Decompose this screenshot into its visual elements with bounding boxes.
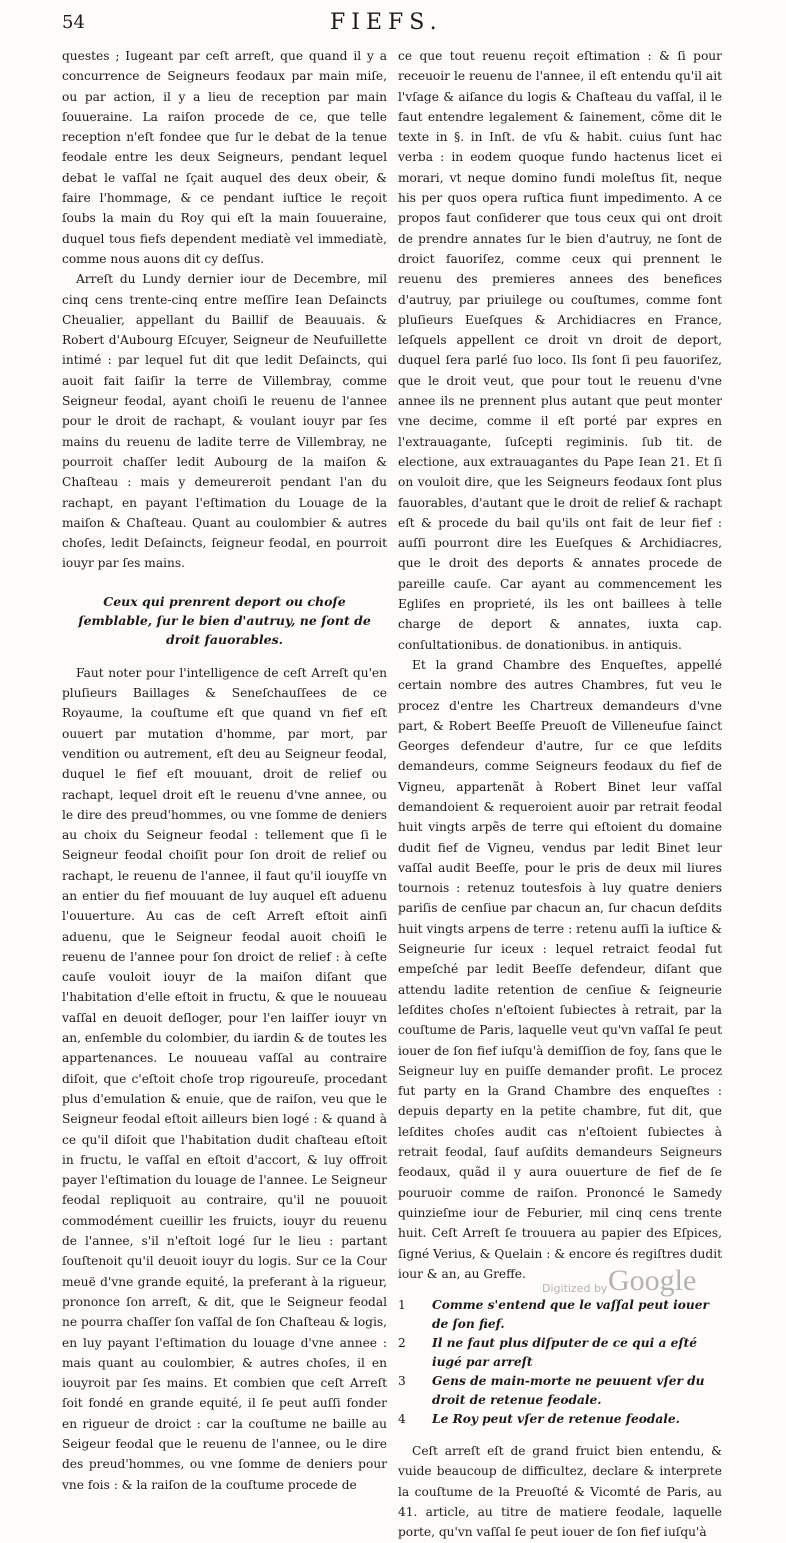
point-number: 4 <box>398 1412 406 1427</box>
google-logo: Google <box>608 1264 697 1297</box>
numbered-points <box>398 1296 722 1429</box>
digitized-by-watermark <box>542 1264 722 1304</box>
list-item <box>398 1410 722 1429</box>
paragraph: Et la grand Chambre des Enqueſtes, appellé certain nombre des autres Chambres, fut veu le procez d'entre les Chartreux demandeurs d'vne part, & Robert Beeſſe Preuoſt de Villeneufue ſainct Georges defendeur d'autre, ſur ce que leſdits demandeurs, comme Seigneurs feodaux du fief de Vigneu, appartenãt à Robert Binet leur vaſſal demandoient & requeroient auoir par retrait feodal huit vingts arpẽs de terre qui eſtoient du domaine dudit fief de Vigneu, vendus par ledit Binet leur vaſſal audit Beeſſe, pour le pris de deux mil liures tournois : retenuz toutesfois à luy quatre deniers pariſis de cenſiue par chacun an, ſur chacun deſdits huit vingts arpens de terre : retenu auſſi la iuſtice & Seigneurie ſur iceux : lequel retraict feodal fut empeſché par ledit Beeſſe defendeur, diſant que attendu ladite retention de cenſiue & ſeigneurie leſdites choſes n'eſtoient ſubiectes à retrait, par la couſtume de Paris, laquelle veut qu'vn vaſſal ſe peut iouer de ſon fief iuſqu'à demiſſion de foy, ſans que le Seigneur luy en puiſſe demander profit. Le procez fut party en la Grand Chambre des enqueſtes : depuis departy en la petite chambre, fut dit, que leſdites choſes audit cas n'eſtoient ſubiectes à retrait feodal, ſauf auſdits demandeurs Seigneurs feodaux, quãd il y aura ouuerture de fief de ſe pouruoir comme de raiſon. Prononcé le Samedy quinzieſme iour de Feburier, mil cinq cens trente huit. Ceſt Arreſt ſe trouuera au papier des Eſpices, ſigné Verius, & Quelain : & encore és regiſtres dudit iour & an, au Greffe. <box>398 657 722 1281</box>
point-number: 1 <box>398 1298 406 1313</box>
list-item <box>398 1334 722 1372</box>
paragraph: questes ; Iugeant par ceſt arreſt, que quand il y a concurrence de Seigneurs feodaux par main miſe, ou par action, il y a lieu de reception par main ſouueraine. La raiſon procede de ce, que telle reception n'eſt fondee que ſur le debat de la tenue feodale entre les deux Seigneurs, pendant lequel debat le vaſſal ne ſçait auquel des deux obeir, & faire l'hommage, & ce pendant iuſtice le reçoit ſoubs la main du Roy qui eſt la main ſouueraine, duquel tous fiefs dependent mediatè vel immediatè, comme nous auons dit cy deſſus. <box>62 49 387 266</box>
left-column <box>62 46 387 1495</box>
point-number: 2 <box>398 1336 406 1351</box>
point-text: Gens de main-morte ne peuuent vſer du droit de retenue feodale. <box>432 1374 705 1408</box>
running-head: FIEFS. <box>330 10 443 35</box>
paragraph: ce que tout reuenu reçoit eſtimation : & ſi pour receuoir le reuenu de l'annee, il eſt entendu qu'il ait l'vſage & aiſance du logis & Chaſteau du vaſſal, il le faut entendre legalement & ſainement, cõme dit le texte in §. in Inſt. de vſu & habit. cuius ſunt hac verba : in eodem quoque fundo hactenus licet ei morari, vt neque domino fundi moleſtus ſit, neque his per quos opera ruſtica fiunt impedimento. A ce propos faut conſiderer que tous ceux qui ont droit de prendre annates ſur le bien d'autruy, ne ſont de droict fauoriſez, comme ceux qui prennent le reuenu des premieres annees des benefices d'autruy, par priuilege ou couſtumes, comme font pluſieurs Eueſques & Archidiacres en France, leſquels appellent ce droit vn droit de deport, duquel ſera parlé ſuo loco. Ils ſont ſi peu fauoriſez, que le droit veut, que pour tout le reuenu d'vne annee ils ne prennent plus autant que peut monter vne decime, comme il eſt porté par expres en l'extrauagante, ſuſcepti regiminis. ſub tit. de electione, aux extrauagantes du Pape Iean 21. Et ſi on vouloit dire, que les Seigneurs feodaux ſont plus fauorables, d'autant que le droit de relief & rachapt eſt & procede du bail qu'ils ont fait de leur fief : auſſi pourront dire les Eueſques & Archidiacres, que le droit des deports & annates procede de pareille cauſe. Car ayant au commencement les Egliſes en proprieté, ils les ont baillees à telle charge de deport & annates, iuxta cap. conſultationibus. de donationibus. in antiquis. <box>398 49 722 652</box>
page-number: 54 <box>62 12 85 33</box>
point-number: 3 <box>398 1374 406 1389</box>
point-text: Il ne faut plus diſputer de ce qui a eſté iugé par arreſt <box>432 1336 697 1370</box>
paragraph: Arreſt du Lundy dernier iour de Decembre, mil cinq cens trente-cinq entre meſſire Iean Deſaincts Cheualier, appellant du Baillif de Beauuais. & Robert d'Aubourg Eſcuyer, Seigneur de Neufuillette intimé : par lequel fut dit que ledit Deſaincts, qui auoit fait ſaiſir la terre de Villembray, comme Seigneur feodal, ayant choiſi le reuenu de l'annee pour le droit de rachapt, & voulant iouyr par ſes mains du reuenu de ladite terre de Villembray, ne pourroit chaſſer ledit Aubourg de la maiſon & Chaſteau : mais y demeureroit pendant l'an du rachapt, en payant l'eſtimation du Louage de la maiſon & Chaſteau. Quant au coulombier & autres choſes, ledit Deſaincts, ſeigneur feodal, en pourroit iouyr par ſes mains. <box>62 272 387 571</box>
point-text: Comme s'entend que le vaſſal peut iouer de ſon fief. <box>432 1298 709 1332</box>
right-column <box>398 46 722 1543</box>
paragraph: Faut noter pour l'intelligence de ceſt Arreſt qu'en pluſieurs Baillages & Seneſchauſſees de ce Royaume, la couſtume eſt que quand vn fief eſt ouuert par mutation d'homme, par mort, par vendition ou autrement, eſt deu au Seigneur feodal, duquel le fief eſt mouuant, droit de relief ou rachapt, lequel droit eſt le reuenu d'vne annee, ou le dire des preud'hommes, ou vne ſomme de deniers au choix du Seigneur feodal : tellement que ſi le Seigneur feodal choiſit pour ſon droit de relief ou rachapt, le reuenu de l'annee, il faut qu'il iouyſſe vn an entier du fief mouuant de luy auquel eſt aduenu l'ouuerture. Au cas de ceſt Arreſt eſtoit ainſi aduenu, que le Seigneur feodal auoit choiſi le reuenu de l'annee pour ſon droict de relief : à ceſte cauſe vouloit iouyr de la maiſon diſant que l'habitation d'elle eſtoit in fructu, & que le nouueau vaſſal en deuoit deſloger, pour l'en laiſſer iouyr vn an, enſemble du colombier, du iardin & de toutes les appartenances. Le nouueau vaſſal au contraire diſoit, que c'eſtoit choſe trop rigoureuſe, procedant plus d'emulation & enuie, que de raiſon, veu que le Seigneur feodal eſtoit ailleurs bien logé : & quand à ce qu'il diſoit que l'habitation dudit chaſteau eſtoit in fructu, le vaſſal en eſtoit d'accort, & luy offroit payer l'eſtimation du louage de l'annee. Le Seigneur feodal repliquoit au contraire, qu'il ne pouuoit commodément cueillir les fruicts, iouyr du reuenu de l'annee, s'il n'eſtoit logé ſur le lieu : partant ſouſtenoit qu'il deuoit iouyr du logis. Sur ce la Cour meuë d'vne grande equité, la preferant à la rigueur, prononce ſon arreſt, & dit, que le Seigneur feodal ne pourra chaſſer ſon vaſſal de ſon Chaſteau & logis, en luy payant l'eſtimation du louage d'vne annee : mais quant au coulombier, & autres choſes, il en iouyroit par ſes mains. Et combien que ceſt Arreſt ſoit fondé en grande equité, il ſe peut auſſi fonder en rigueur de droict : car la couſtume ne baille au Seigeur feodal que le reuenu de l'annee, ou le dire des preud'hommes, ou vne ſomme de deniers pour vne fois : & la raiſon de la couſtume procede de <box>62 665 387 1492</box>
digitized-by-label: Digitized by <box>542 1282 608 1295</box>
point-text: Le Roy peut vſer de retenue feodale. <box>432 1412 680 1427</box>
paragraph: Ceſt arreſt eſt de grand fruict bien entendu, & vuide beaucoup de difficultez, declare & interprete la couſtume de la Preuoſté & Vicomté de Paris, au 41. article, au titre de matiere feodale, laquelle porte, qu'vn vaſſal ſe peut iouer de ſon fief iuſqu'à <box>398 1444 722 1540</box>
list-item <box>398 1372 722 1410</box>
page-header <box>0 10 786 38</box>
section-subheading: Ceux qui prenrent deport ou choſe ſemblable, ſur le bien d'autruy, ne ſont de droit fauorables. <box>78 593 371 647</box>
